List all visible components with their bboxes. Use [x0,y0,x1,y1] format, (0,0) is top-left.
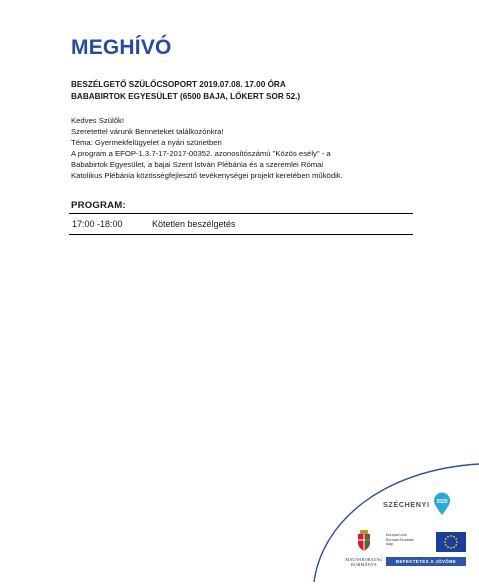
body-line: Katolikus Plébánia közösségfejlesztő tevékenységei projekt keretében működik. [71,171,343,181]
program-title: PROGRAM: [71,200,126,211]
eu-text-line: Európai Unió [386,533,407,537]
crest-label-line: KORMÁNYA [351,562,377,567]
body-line: Bababirtok Egyesület, a bajai Szent István Plébánia és a szeremlei Római [71,160,324,170]
crest-label-line: MAGYARORSZÁG [345,557,383,562]
eu-text-line: Európai Szociális [386,537,414,542]
hungarian-government-logo [344,530,384,567]
event-heading [71,79,300,103]
szechenyi-drop-icon [433,492,451,516]
szechenyi-logo [383,492,451,516]
eu-fund-label [386,532,414,547]
program-row [69,213,413,235]
program-description: Kötetlen beszélgetés [152,219,236,229]
event-heading-line: BESZÉLGETŐ SZÜLŐCSOPORT 2019.07.08. 17.00 ÓRA [71,80,286,89]
event-heading-line: BABABIRTOK EGYESÜLET (6500 BAJA, LŐKERT SOR 52.) [71,92,301,101]
eu-text-line: Alap [386,542,394,546]
crest-label [344,557,384,567]
eu-flag-icon [436,532,466,552]
szechenyi-label: SZÉCHENYI [383,499,430,509]
invest-in-future-banner: BEFEKTETÉS A JÖVŐBE [386,557,466,566]
coat-of-arms-icon [357,530,371,552]
body-line: Téma: Gyermekfelügyelet a nyári szünetben [71,138,222,148]
body-line: Kedves Szülők! [71,116,124,125]
invitation-body [71,115,416,182]
eu-logo [386,532,466,554]
body-line: Szeretettel várunk Benneteket találkozónkra! [71,127,224,137]
program-time: 17:00 -18:00 [72,219,123,229]
body-line: A program a EFOP-1.3.7-17-2017-00352. azonosítószámú "Közös esély" - a [71,149,331,159]
program-section [69,200,413,235]
szechenyi-badge: 2020 [435,499,448,505]
document-title: MEGHÍVÓ [71,36,172,59]
